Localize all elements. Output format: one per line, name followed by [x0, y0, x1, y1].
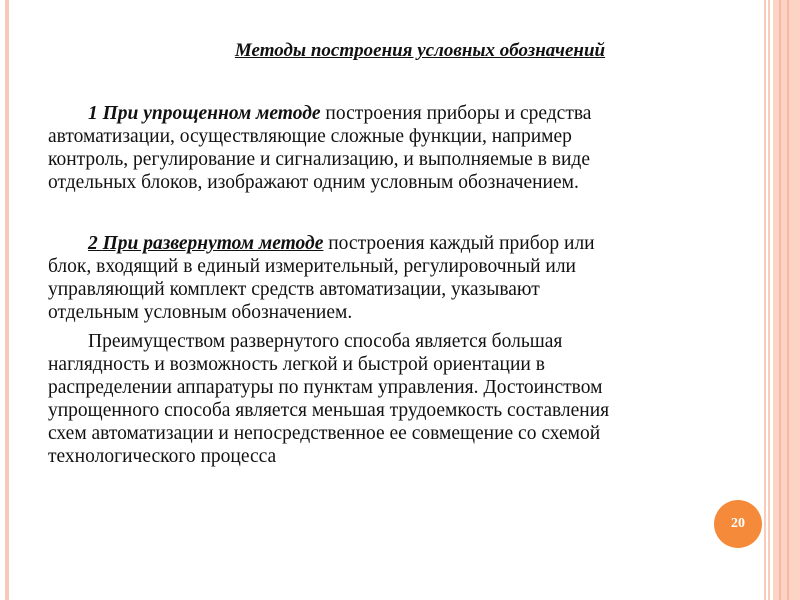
right-border-stripe [779, 0, 781, 600]
paragraph-line [88, 102, 591, 125]
method-term: 1 При упрощенном методе [88, 103, 321, 124]
slide-title: Методы построения условных обозначений [234, 40, 606, 61]
paragraph-line: упрощенного способа является меньшая трудоемкость составления [48, 400, 610, 421]
method-term: При развернутом методе [102, 233, 324, 254]
paragraph-line: блок, входящий в единый измерительный, регулировочный или [48, 256, 576, 277]
method-number: 2 [88, 233, 103, 254]
right-border-stripe [787, 0, 789, 600]
text: построения приборы и средства [320, 103, 592, 124]
right-border-line [764, 0, 766, 600]
paragraph-line [88, 232, 595, 255]
paragraph-line: автоматизации, осуществляющие сложные функции, например [48, 126, 572, 147]
paragraph-line: контроль, регулирование и сигнализацию, и выполняемые в виде [48, 149, 591, 170]
paragraph-line: наглядность и возможность легкой и быстрой ориентации в [48, 354, 545, 375]
paragraph-line: управляющий комплект средств автоматизации, указывают [48, 279, 540, 300]
paragraph-line: отдельным условным обозначением. [48, 302, 353, 323]
text: построения каждый прибор или [323, 233, 595, 254]
right-border-line [768, 0, 770, 600]
page-number-badge: 20 [714, 500, 762, 548]
paragraph-line: технологического процесса [48, 446, 277, 467]
paragraph-line: отдельных блоков, изображают одним условным обозначением. [48, 172, 579, 193]
paragraph-line: распределении аппаратуры по пунктам управления. Достоинством [48, 377, 603, 398]
paragraph-line: Преимуществом развернутого способа является большая [88, 331, 563, 352]
left-border [5, 0, 9, 600]
paragraph-line: схем автоматизации и непосредственное ее совмещение со схемой [48, 423, 601, 444]
